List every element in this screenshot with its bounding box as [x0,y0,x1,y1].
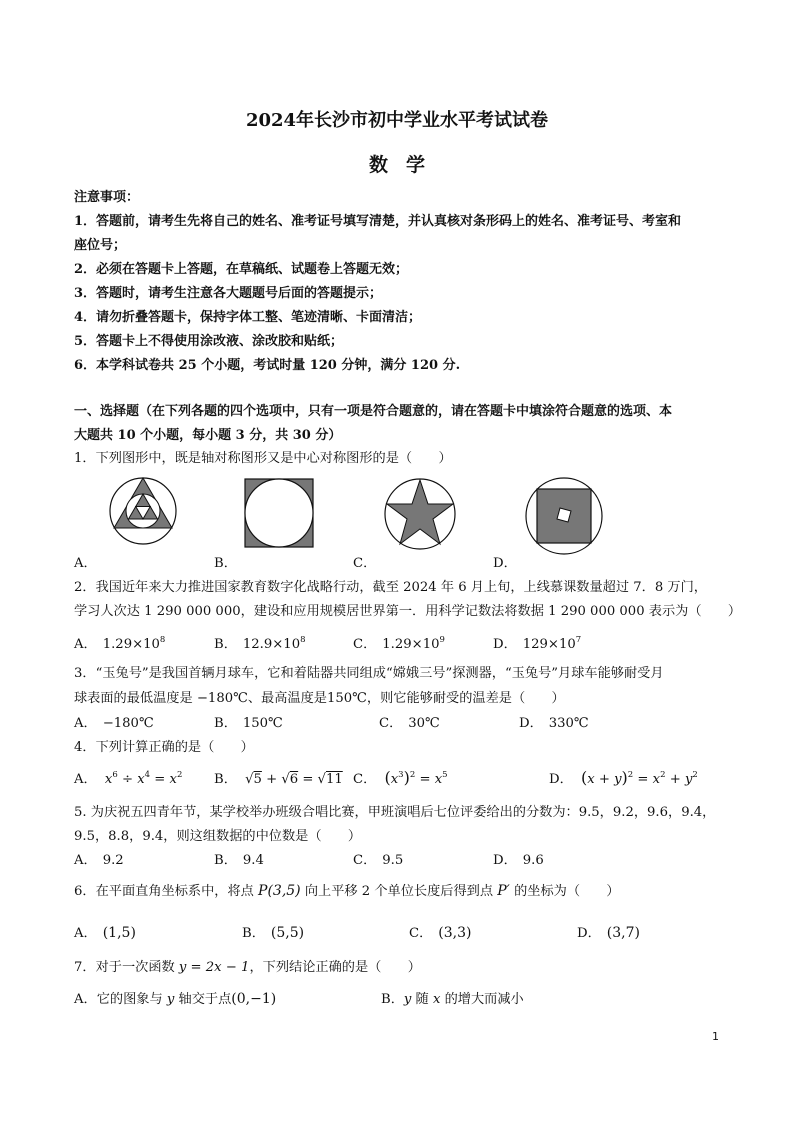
q2-option-d[interactable] [493,633,581,652]
option-label: D． [493,853,517,868]
math-expression: $(x + y)^2 = x^2 + y^2$ [580,768,698,787]
math-expression: √5 + √6 = √11 [245,772,343,787]
question-5-stem: 9.5，8.8，9.4，则这组数据的中位数是（ ） [74,829,362,844]
q6-option-d[interactable] [577,922,640,941]
stem-text: 的坐标为（ ） [514,884,620,899]
option-label: B． [242,926,265,941]
point-p-prime: P′ [497,883,510,899]
q1-option-c[interactable]: C． [353,556,377,571]
notice-item: 座位号； [74,238,127,253]
option-text: 轴交于点 [178,992,232,1007]
exponent: 8 [159,635,166,645]
question-2-stem: 2．我国近年来大力推进国家教育数字化战略行动，截至 2024 年 6 月上旬，上线慕课数量超过 7．8 万门， [74,580,707,595]
option-label: C． [353,772,377,787]
notice-item: 4．请勿折叠答题卡，保持字体工整、笔迹清晰、卡面清洁； [74,310,422,325]
point: (0,−1) [231,991,277,1007]
q3-option-a[interactable] [74,712,154,731]
math-expression: $x^6 \div x^4 = x^2$ [104,770,183,787]
question-5-stem: 5. 为庆祝五四青年节，某学校举办班级合唱比赛，甲班演唱后七位评委给出的分数为：9.5，9.2，9.6，9.4， [74,805,716,820]
option-label: A． [74,853,97,868]
q5-option-a[interactable] [74,849,124,868]
option-label: D． [493,637,517,652]
variable: y [403,992,412,1007]
question-1-stem: 1．下列图形中，既是轴对称图形又是中心对称图形的是（ ） [74,451,452,466]
option-label: B． [214,637,237,652]
option-value: −180℃ [102,716,154,731]
q1-option-d[interactable]: D． [493,556,517,571]
section-heading: 一、选择题（在下列各题的四个选项中，只有一项是符合题意的，请在答题卡中填涂符合题意的选项、本 [74,404,673,419]
function-expression: y = 2x − 1 [178,960,250,975]
q2-option-c[interactable] [353,633,445,652]
variable: x [432,992,441,1007]
q4-option-d[interactable] [549,768,698,787]
option-value: (3,7) [606,925,640,941]
notice-item: 3．答题时，请考生注意各大题题号后面的答题提示； [74,286,383,301]
notice-item: 1．答题前，请考生先将自己的姓名、准考证号填写清楚，并认真核对条形码上的姓名、准考证号、考室和 [74,214,682,229]
subject-title: 数学 [368,154,443,176]
option-label: A． [74,716,97,731]
option-value: 330℃ [548,716,589,731]
question-3-stem: 球表面的最低温度是 −180℃、最高温度是150℃，则它能够耐受的温差是（ ） [74,691,565,706]
star-figure [382,476,458,552]
notice-item: 2．必须在答题卡上答题，在草稿纸、试题卷上答题无效； [74,262,409,277]
option-value: 9.6 [522,853,544,868]
q2-option-a[interactable] [74,633,165,652]
q2-option-b[interactable] [214,633,306,652]
option-value: (3,3) [438,925,472,941]
q7-option-a[interactable] [74,988,276,1007]
section-heading: 大题共 10 个小题，每小题 3 分，共 30 分） [74,428,342,443]
question-6-stem [74,880,620,899]
option-label: C． [379,716,403,731]
square-circle-figure [242,476,318,552]
math-expression: $(x^3)^2 = x^5$ [384,768,448,787]
question-7-stem [74,956,421,975]
page-title: 2024年长沙市初中学业水平考试试卷 [245,110,549,131]
option-label: A． [74,637,97,652]
option-label: D． [549,772,573,787]
option-label: A． [74,772,97,787]
q5-option-b[interactable] [214,849,264,868]
notice-item: 6．本学科试卷共 25 个小题，考试时量 120 分钟，满分 120 分. [74,358,461,373]
stem-text: ，下列结论正确的是（ ） [249,960,421,975]
q5-option-d[interactable] [493,849,544,868]
q6-option-c[interactable] [409,922,471,941]
stem-text: 6．在平面直角坐标系中，将点 [74,884,254,899]
option-value: 1.29×10 [102,637,160,652]
circle-triangle-figure [104,476,184,546]
option-label: C． [353,853,377,868]
option-value: 129×10 [522,637,576,652]
q7-option-b[interactable] [381,988,524,1007]
option-value: 150℃ [242,716,283,731]
option-value: 9.2 [102,853,124,868]
option-label: C． [353,637,377,652]
exponent: 8 [300,635,306,645]
stem-text: 7．对于一次函数 [74,960,175,975]
option-value: 9.5 [382,853,404,868]
question-3-stem: 3．“玉兔号”是我国首辆月球车，它和着陆器共同组成“嫦娥三号”探测器，“玉兔号”月球车能够耐受月 [74,666,664,681]
option-text: A．它的图象与 [74,992,163,1007]
question-4-stem: 4．下列计算正确的是（ ） [74,740,254,755]
q3-option-d[interactable] [519,712,589,731]
option-value: 9.4 [242,853,264,868]
option-value: (5,5) [270,925,305,941]
q1-option-b[interactable]: B． [214,556,237,571]
notice-item: 5．答题卡上不得使用涂改液、涂改胶和贴纸； [74,334,344,349]
stem-text: 向上平移 2 个单位长度后得到点 [304,884,494,899]
q4-option-b[interactable] [214,768,343,787]
option-text: 的增大而减小 [444,992,524,1007]
option-value: 1.29×10 [382,637,440,652]
variable: y [166,992,175,1007]
q3-option-c[interactable] [379,712,440,731]
point-p: P(3,5) [258,883,301,899]
option-label: D． [577,926,601,941]
q4-option-a[interactable] [74,768,182,787]
option-label: B． [214,716,237,731]
option-text: 随 [415,992,429,1007]
q3-option-b[interactable] [214,712,283,731]
q5-option-c[interactable] [353,849,403,868]
option-label: D． [519,716,543,731]
option-value: (1,5) [102,925,136,941]
q1-option-a[interactable]: A． [74,556,97,571]
q6-option-b[interactable] [242,922,304,941]
square-diamond-figure [524,476,604,556]
option-label: B． [214,772,237,787]
option-label: C． [409,926,433,941]
exponent: 7 [575,635,582,645]
option-label: B． [381,992,404,1007]
option-value: 12.9×10 [242,637,301,652]
q6-option-a[interactable] [74,922,136,941]
option-label: A． [74,926,97,941]
q4-option-c[interactable] [353,768,448,787]
exponent: 9 [439,635,445,645]
option-label: B． [214,853,237,868]
notice-heading: 注意事项： [74,190,140,205]
question-2-stem: 学习人次达 1 290 000 000，建设和应用规模居世界第一．用科学记数法将数据 1 290 000 000 表示为（ ） [74,604,742,619]
page-number: 1 [712,1030,719,1043]
option-value: 30℃ [408,716,440,731]
